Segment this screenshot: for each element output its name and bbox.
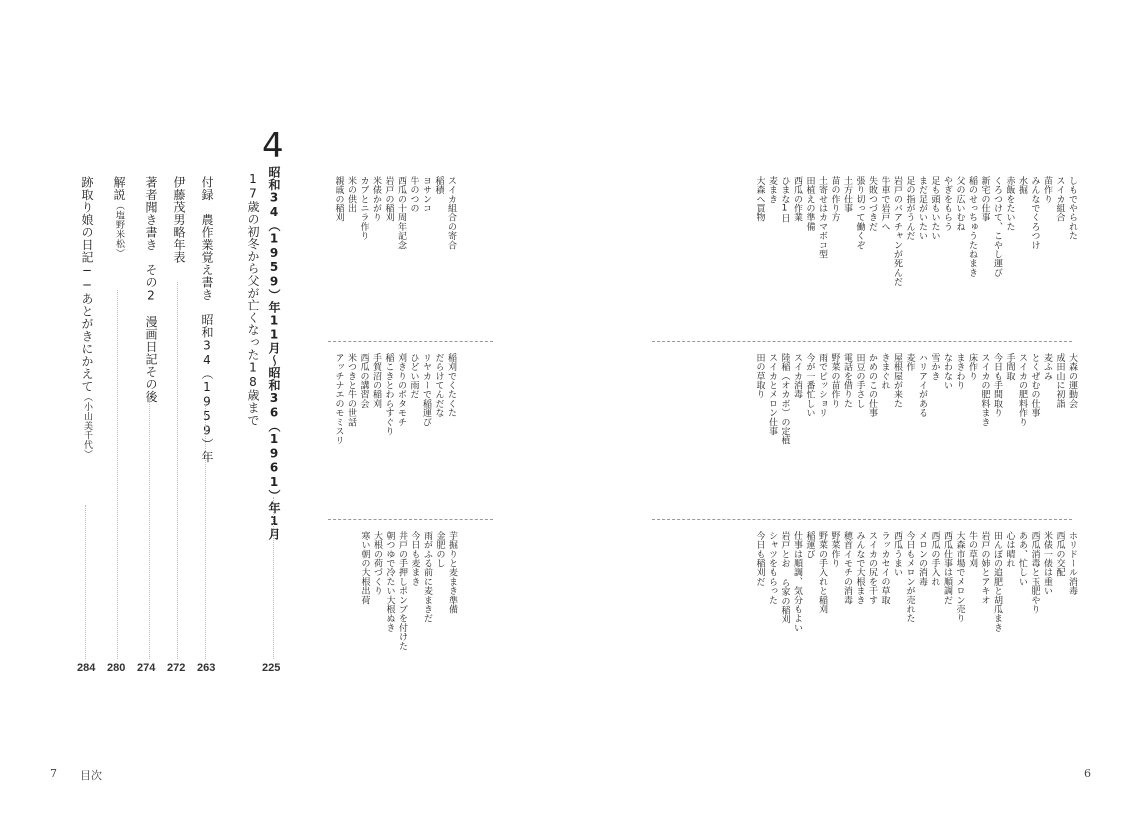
- toc-item[interactable]: アッチナエのモミスリ: [333, 353, 344, 445]
- toc-item[interactable]: 新宅の仕事: [979, 176, 990, 222]
- page-number: 225: [262, 662, 281, 674]
- toc-item[interactable]: 岩戸とお ら家の稲刈: [779, 531, 790, 624]
- toc-item[interactable]: カブとニラ作り: [358, 176, 369, 241]
- chapter-title: 昭和34（1959）年11月〜昭和36（1961）年1月: [267, 166, 281, 541]
- chapter-number: 4: [262, 126, 284, 166]
- toc-item[interactable]: 大森市場でメロン売り: [954, 531, 965, 623]
- toc-item[interactable]: 稲刈でくたくた: [446, 353, 456, 418]
- toc-item[interactable]: 失敗つづきだ: [867, 176, 877, 232]
- divider: [652, 341, 1072, 342]
- toc-item[interactable]: 牛車で岩戸へ: [879, 176, 890, 232]
- toc-item[interactable]: スイカの尻を干す: [867, 531, 877, 605]
- folio-left-number: 7: [50, 767, 57, 780]
- leader-line: [149, 397, 150, 659]
- toc-item[interactable]: ああ、忙しい: [1017, 531, 1027, 587]
- leader-line: [85, 505, 86, 659]
- toc-item[interactable]: 手賀沼の稲刈: [371, 353, 381, 409]
- toc-item[interactable]: くろつけて、こやし運び: [992, 176, 1002, 278]
- toc-item[interactable]: 今日も手間取り: [992, 353, 1002, 418]
- toc-item[interactable]: なわない: [942, 353, 952, 390]
- toc-item[interactable]: 麦作: [904, 353, 915, 372]
- toc-item[interactable]: だらけてんだな: [433, 353, 444, 418]
- toc-entry-afterword[interactable]: 跡取り娘の日記──あとがきにかえて（小山美千代）: [80, 176, 94, 459]
- toc-item[interactable]: 陸稲（オカボ）の定植: [779, 353, 790, 445]
- toc-item[interactable]: スイカの肥料まき: [979, 353, 990, 427]
- toc-item[interactable]: 稲のせっちゅうたねまき: [967, 176, 977, 278]
- toc-item[interactable]: 赤飯をたいた: [1004, 176, 1015, 232]
- toc-entry-author-notes[interactable]: 著者聞き書き その2 漫画日記その後: [144, 176, 158, 403]
- folio-right-number: 6: [1084, 767, 1091, 780]
- toc-item[interactable]: 電話を借りた: [842, 353, 852, 409]
- toc-item[interactable]: 大根の荷づくり: [372, 531, 382, 596]
- toc-item[interactable]: 田んぼの追肥と胡瓜まき: [992, 531, 1002, 633]
- toc-item[interactable]: ひどい雨だ: [408, 353, 419, 399]
- toc-item[interactable]: ヨサンコ: [421, 176, 431, 213]
- toc-item[interactable]: 西瓜の交配: [1054, 531, 1065, 577]
- toc-item[interactable]: 西瓜の十周年記念: [396, 176, 406, 250]
- toc-item[interactable]: 田の草取り: [754, 353, 765, 399]
- toc-item[interactable]: かめのこの仕事: [867, 353, 877, 418]
- toc-item[interactable]: 土方仕事: [842, 176, 852, 213]
- toc-item[interactable]: リヤカーで稲運び: [421, 353, 431, 427]
- ch4-column-bottom: [358, 531, 458, 651]
- leader-line: [117, 290, 118, 659]
- toc-item[interactable]: 田豆の手さし: [854, 353, 865, 409]
- toc-item[interactable]: きまぐれ: [879, 353, 890, 390]
- toc-item[interactable]: 米の供出: [346, 176, 356, 213]
- page-number: 280: [107, 662, 126, 674]
- toc-entry-commentary[interactable]: 解説（塩野米松）: [112, 176, 126, 258]
- toc-item[interactable]: 苗作り: [1042, 176, 1052, 204]
- toc-item[interactable]: 西瓜消毒と玉肥やり: [1029, 531, 1040, 614]
- toc-item[interactable]: スイカ消毒: [792, 353, 802, 399]
- toc-item[interactable]: 岩戸の稲刈: [383, 176, 394, 222]
- toc-item[interactable]: 雨でピッショリ: [817, 353, 827, 418]
- toc-item[interactable]: 西瓜の手入れ: [929, 531, 940, 587]
- divider: [328, 519, 493, 520]
- toc-item[interactable]: 稲こきとわらすぐり: [383, 353, 394, 436]
- toc-item[interactable]: やぎをもらう: [942, 176, 952, 232]
- toc-item[interactable]: 穂首イモチの消毒: [842, 531, 852, 605]
- toc-item[interactable]: 土寄せはカマボコ型: [817, 176, 827, 259]
- page-number: 263: [197, 662, 216, 674]
- toc-item[interactable]: 大森へ買物: [754, 176, 765, 222]
- toc-item[interactable]: 成田山に初詣: [1054, 353, 1065, 409]
- toc-item[interactable]: 西瓜仕事は順調だ: [942, 531, 952, 605]
- toc-item[interactable]: 岩戸のバアチャンが死んだ: [892, 176, 902, 287]
- toc-item[interactable]: まきわり: [954, 353, 965, 390]
- toc-entry-appendix[interactable]: 付録 農作業覚え書き 昭和34（1959）年: [200, 176, 214, 463]
- toc-item[interactable]: 西瓜の作業: [792, 176, 802, 222]
- toc-item[interactable]: 張り切って働くぞ: [854, 176, 865, 250]
- divider: [652, 519, 1072, 520]
- toc-column-bottom: [753, 531, 1078, 632]
- toc-item[interactable]: ラッカセイの草取: [879, 531, 890, 605]
- page-number: 284: [77, 662, 96, 674]
- toc-item[interactable]: 西瓜うまい: [892, 531, 902, 577]
- toc-item[interactable]: とくぜむの仕事: [1029, 353, 1040, 418]
- toc-item[interactable]: しもでやられた: [1067, 176, 1077, 241]
- chapter-subtitle: 17歳の初冬から父が亡くなった18歳まで: [246, 172, 260, 426]
- toc-item[interactable]: 牛の草刈: [967, 531, 977, 568]
- toc-item[interactable]: 岩戸の姉とアキオ: [979, 531, 990, 605]
- toc-item[interactable]: スイカの肥料作り: [1017, 353, 1027, 427]
- toc-item[interactable]: 野菜の苗作り: [829, 353, 840, 409]
- folio-left-label: 目次: [80, 769, 102, 782]
- toc-item[interactable]: 刈きりのボタモチ: [396, 353, 406, 427]
- toc-item[interactable]: ハリアイがある: [917, 353, 927, 418]
- toc-column-middle: [753, 353, 1078, 445]
- toc-item[interactable]: みんなで大根まき: [854, 531, 865, 605]
- toc-item[interactable]: 今日も麦まき: [409, 531, 420, 587]
- toc-item[interactable]: 朝つゆで冷たい大根ぬき: [384, 531, 395, 633]
- ch4-column-middle: [332, 353, 457, 445]
- toc-item[interactable]: 米俵かがり: [371, 176, 381, 222]
- toc-item[interactable]: 井戸の手押しポンプを付けた: [397, 531, 407, 651]
- toc-item[interactable]: 金肥のし: [434, 531, 445, 568]
- toc-item[interactable]: 米つきと牛の世話: [346, 353, 356, 427]
- toc-item[interactable]: 床作り: [967, 353, 977, 381]
- leader-line: [177, 282, 178, 659]
- toc-item[interactable]: 野菜の手入れと稲刈: [817, 531, 827, 614]
- leader-line: [273, 497, 274, 659]
- toc-item[interactable]: 今日も稲刈だ: [754, 531, 765, 587]
- toc-item[interactable]: 寒い朝の大根出荷: [359, 531, 370, 605]
- toc-item[interactable]: 足の指がうんだ: [904, 176, 915, 241]
- toc-item[interactable]: 心は晴れ: [1004, 531, 1015, 568]
- toc-item[interactable]: ホリドール消毒: [1067, 531, 1077, 596]
- toc-item[interactable]: 水掘: [1017, 176, 1027, 195]
- toc-entry-chronology[interactable]: 伊藤茂男略年表: [172, 176, 186, 264]
- toc-item[interactable]: 雨がふる前に麦まきだ: [422, 531, 432, 623]
- toc-item[interactable]: スイカ組合: [1054, 176, 1065, 222]
- toc-item[interactable]: 手間取: [1004, 353, 1015, 381]
- toc-item[interactable]: 芋掘りと麦まき準備: [447, 531, 457, 614]
- toc-item[interactable]: 今が一番忙しい: [804, 353, 815, 418]
- toc-item[interactable]: みんなでくろつけ: [1029, 176, 1040, 250]
- toc-item[interactable]: 父の広いむね: [954, 176, 965, 232]
- divider: [328, 341, 493, 342]
- toc-item[interactable]: 大森の運動会: [1067, 353, 1077, 409]
- toc-item[interactable]: 米俵一俵は重い: [1042, 531, 1052, 596]
- toc-item[interactable]: 田植えの準備: [804, 176, 815, 232]
- page-number: 272: [167, 662, 186, 674]
- toc-item[interactable]: 西瓜の講習会: [358, 353, 369, 409]
- toc-item[interactable]: 野菜作り: [829, 531, 840, 568]
- toc-item[interactable]: 稲運び: [804, 531, 815, 559]
- toc-item[interactable]: 仕事は順調、気分もよい: [792, 531, 802, 633]
- toc-item[interactable]: 足も頭もいたい: [929, 176, 940, 241]
- toc-item[interactable]: シャツをもらった: [767, 531, 777, 605]
- toc-item[interactable]: 雪かき: [929, 353, 940, 381]
- toc-item[interactable]: 牛のつの: [408, 176, 419, 213]
- toc-item[interactable]: まだ足がいたい: [917, 176, 927, 241]
- toc-column-top: [753, 176, 1078, 286]
- toc-item[interactable]: 苗の作り方: [829, 176, 840, 222]
- toc-item[interactable]: ひまな1日: [779, 176, 790, 223]
- toc-item[interactable]: メロンの消毒: [917, 531, 927, 587]
- toc-item[interactable]: 麦まき: [767, 176, 777, 204]
- toc-item[interactable]: スイカとメロン仕事: [767, 353, 777, 436]
- ch4-column-top: [332, 176, 457, 250]
- toc-item[interactable]: 屋根屋が来た: [892, 353, 902, 409]
- leader-line: [205, 402, 206, 659]
- page-number: 274: [137, 662, 156, 674]
- toc-item[interactable]: スイカ組合の寄合: [446, 176, 456, 250]
- toc-item[interactable]: 麦ふみ: [1042, 353, 1052, 381]
- toc-item[interactable]: 今日もメロンが売れた: [904, 531, 915, 623]
- toc-item[interactable]: 稲積: [433, 176, 444, 195]
- toc-item[interactable]: 親戚の稲刈: [333, 176, 344, 222]
